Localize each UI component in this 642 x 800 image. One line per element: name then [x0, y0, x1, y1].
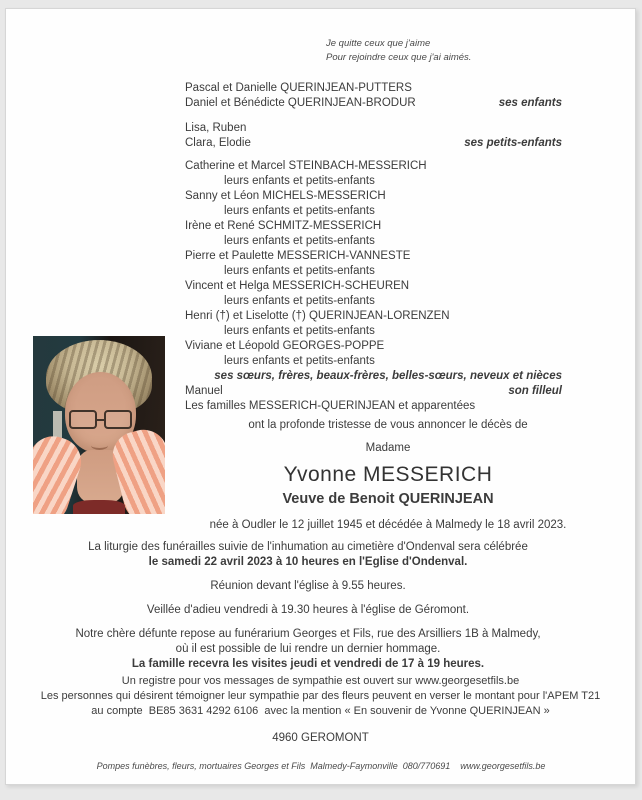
- sibling-name: Viviane et Léopold GEORGES-POPPE: [185, 340, 385, 352]
- repose-line-1: Notre chère défunte repose au funérarium Georges et Fils, rue des Arsilliers 1B à Malmedy,: [75, 628, 541, 640]
- flowers-line-2: au compte BE85 3631 4292 6106 avec la mention « En souvenir de Yvonne QUERINJEAN »: [91, 705, 550, 717]
- sibling-descendants: leurs enfants et petits-enfants: [224, 355, 375, 367]
- meeting-line: Réunion devant l'église à 9.55 heures.: [210, 580, 406, 592]
- glasses-right-lens: [104, 410, 132, 429]
- liturgy-line-1: La liturgie des funérailles suivie de l'inhumation au cimetière d'Ondenval sera célébrée: [88, 541, 528, 553]
- related-families-line: Les familles MESSERICH-QUERINJEAN et apparentées: [185, 400, 476, 412]
- sibling-descendants: leurs enfants et petits-enfants: [224, 325, 375, 337]
- sibling-descendants: leurs enfants et petits-enfants: [224, 265, 375, 277]
- life-dates: née à Oudler le 12 juillet 1945 et décédée à Malmedy le 18 avril 2023.: [209, 519, 567, 531]
- liturgy-line-2: le samedi 22 avril 2023 à 10 heures en l'Eglise d'Ondenval.: [148, 556, 468, 568]
- sibling-descendants: leurs enfants et petits-enfants: [224, 205, 375, 217]
- sibling-name: Vincent et Helga MESSERICH-SCHEUREN: [185, 280, 410, 292]
- funeral-home-footer: Pompes funèbres, fleurs, mortuaires Georges et Fils Malmedy-Faymonville 080/770691 www.georgesetfils.be: [96, 761, 546, 771]
- sibling-name: Irène et René SCHMITZ-MESSERICH: [185, 220, 382, 232]
- glasses-bridge: [97, 419, 104, 421]
- sibling-name: Henri (†) et Liselotte (†) QUERINJEAN-LORENZEN: [185, 310, 450, 322]
- sibling-descendants: leurs enfants et petits-enfants: [224, 235, 375, 247]
- children-line-1: Pascal et Danielle QUERINJEAN-PUTTERS: [185, 82, 412, 94]
- godson-line: [185, 384, 562, 399]
- visits-line: La famille recevra les visites jeudi et vendredi de 17 à 19 heures.: [131, 658, 485, 670]
- announcement: [162, 418, 614, 533]
- death-notice-page: [5, 8, 636, 785]
- announcement-intro: ont la profonde tristesse de vous annoncer le décès de: [248, 419, 528, 431]
- sibling-name: Pierre et Paulette MESSERICH-VANNESTE: [185, 250, 411, 262]
- deceased-photo: [33, 336, 165, 514]
- grandchildren-label: ses petits-enfants: [464, 137, 562, 149]
- sibling-name: Sanny et Léon MICHELS-MESSERICH: [185, 190, 386, 202]
- glasses-icon: [69, 411, 132, 429]
- grandchildren-line-1: Lisa, Ruben: [185, 122, 247, 134]
- vigil-line: Veillée d'adieu vendredi à 19.30 heures à l'église de Géromont.: [146, 604, 470, 616]
- honorific: Madame: [365, 442, 411, 454]
- condolences-info: [6, 674, 635, 746]
- godson-label: son filleul: [508, 385, 562, 397]
- children-label: ses enfants: [498, 97, 562, 109]
- grandchildren-name: Clara, Elodie: [185, 137, 251, 149]
- family-list: [185, 81, 562, 414]
- sibling-descendants: leurs enfants et petits-enfants: [224, 295, 375, 307]
- siblings-label: ses sœurs, frères, beaux-frères, belles-sœurs, neveux et nièces: [214, 370, 562, 382]
- photo-smile: [91, 441, 108, 450]
- epigraph-line-1: Je quitte ceux que j'aime: [326, 38, 431, 49]
- register-line: Un registre pour vos messages de sympathie est ouvert sur www.georgesetfils.be: [121, 675, 520, 687]
- photo-shirt: [73, 500, 126, 514]
- deceased-name: Yvonne MESSERICH: [283, 463, 493, 486]
- epigraph-line-2: Pour rejoindre ceux que j'ai aimés.: [326, 52, 472, 63]
- siblings-group: [185, 159, 562, 369]
- repose-line-2: où il est possible de lui rendre un dernier hommage.: [175, 643, 441, 655]
- grandchildren-line-2: [185, 136, 562, 151]
- epigraph: [326, 37, 471, 65]
- glasses-left-lens: [69, 410, 97, 429]
- city-line: 4960 GEROMONT: [272, 732, 369, 744]
- sibling-name: Catherine et Marcel STEINBACH-MESSERICH: [185, 160, 427, 172]
- flowers-line-1: Les personnes qui désirent témoigner leur sympathie par des fleurs peuvent en verser le montant pour l'APEM T21: [40, 690, 601, 702]
- children-line-2: [185, 96, 562, 111]
- children-name: Daniel et Bénédicte QUERINJEAN-BRODUR: [185, 97, 416, 109]
- sibling-descendants: leurs enfants et petits-enfants: [224, 175, 375, 187]
- ceremony-details: [20, 540, 596, 672]
- godson-name: Manuel: [185, 385, 223, 397]
- widow-line: Veuve de Benoit QUERINJEAN: [282, 491, 494, 507]
